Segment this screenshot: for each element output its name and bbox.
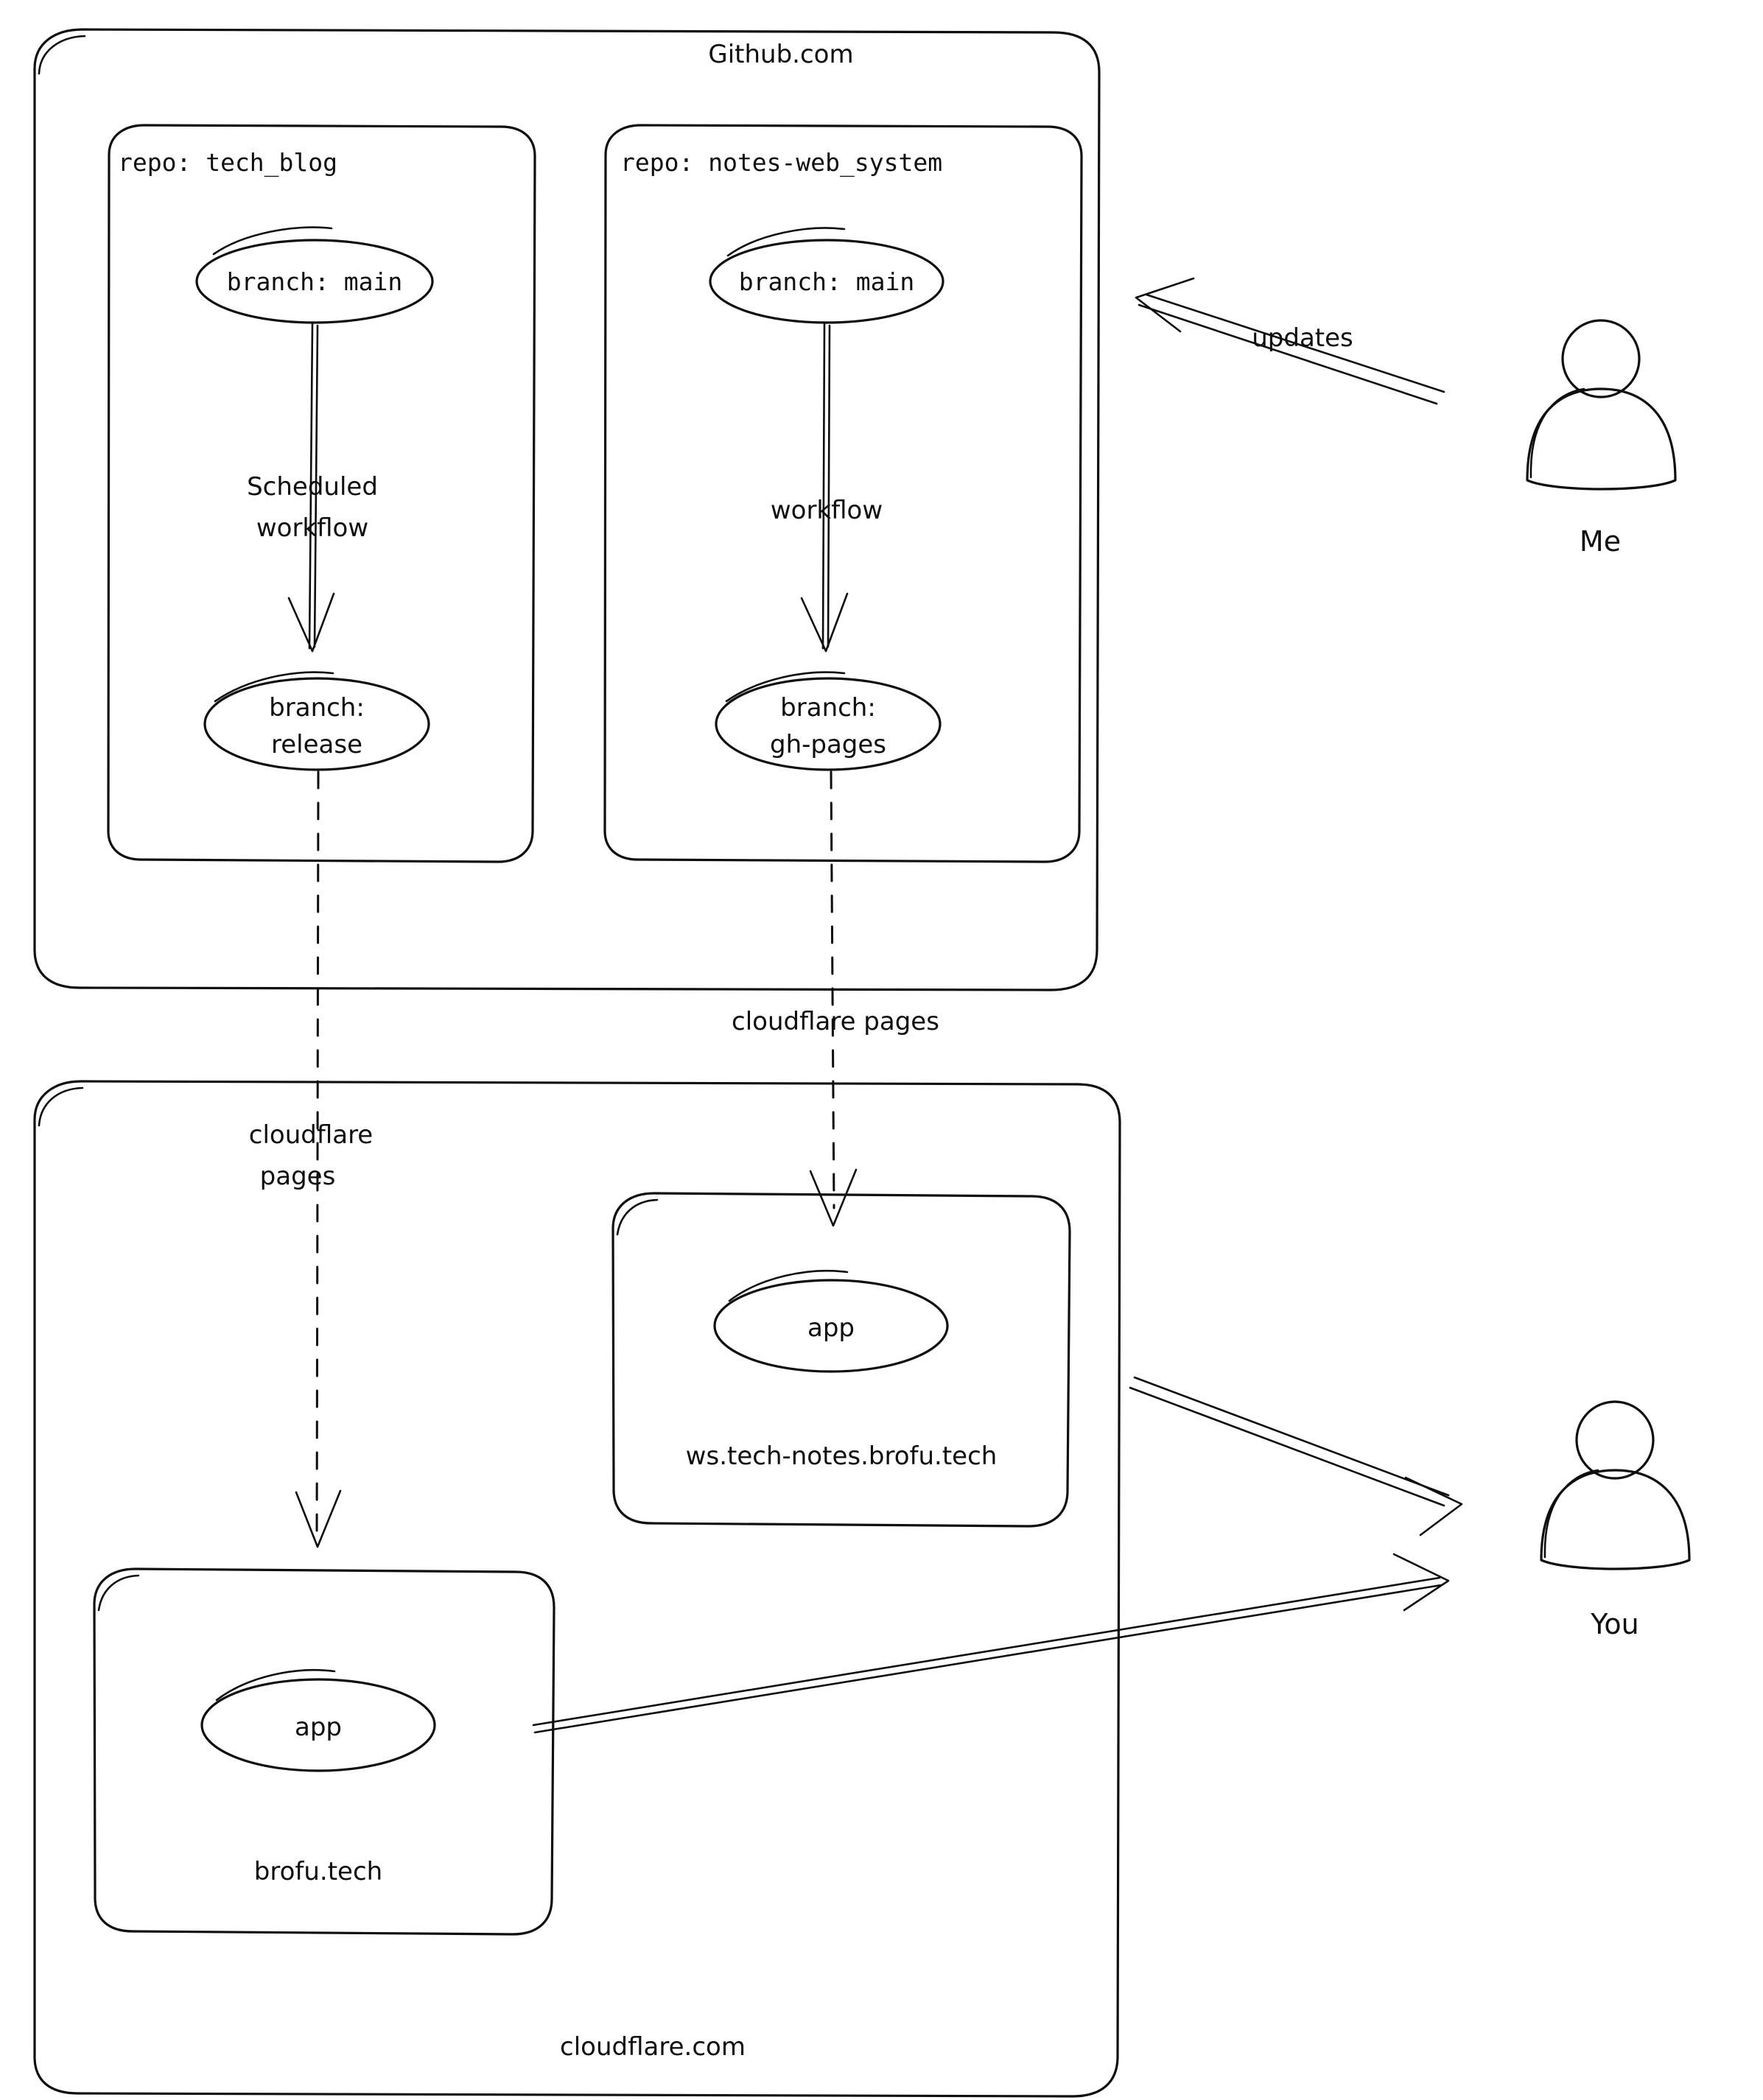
edge-ws-to-you — [1130, 1377, 1462, 1535]
node-blog-app-label: app — [295, 1713, 342, 1742]
edge-cf-left-label-2: pages — [259, 1162, 336, 1191]
app-ws-domain: ws.tech-notes.brofu.tech — [685, 1441, 998, 1471]
node-nw-main-label: branch: main — [738, 267, 915, 296]
node-tb-main-label: branch: main — [226, 267, 403, 296]
repo-notes-label: repo: notes-web_system — [620, 148, 943, 177]
app-box-ws — [613, 1193, 1070, 1526]
cloudflare-container-label: cloudflare.com — [560, 2032, 746, 2062]
github-container-label: Github.com — [708, 40, 854, 69]
edge-tb-label-line1: Scheduled — [247, 472, 378, 502]
edge-updates-label: updates — [1252, 323, 1353, 353]
node-nw-ghpages-label-2: gh-pages — [769, 730, 887, 759]
edge-blog-to-you — [533, 1554, 1448, 1732]
edge-tb-label-line2: workflow — [256, 513, 369, 543]
edge-cf-left-label-1: cloudflare — [248, 1120, 374, 1150]
actor-me — [1527, 320, 1675, 489]
actor-you — [1541, 1402, 1689, 1569]
edge-cf-right-label: cloudflare pages — [732, 1007, 939, 1036]
node-tb-release-label-1: branch: — [269, 693, 365, 723]
repo-tech_blog-label: repo: tech_blog — [118, 148, 338, 177]
edge-cf-pages-left-line — [296, 772, 340, 1547]
node-ws-app-label: app — [807, 1313, 855, 1343]
edge-nw-label-line1: workflow — [770, 496, 883, 525]
actor-me-label: Me — [1579, 525, 1622, 558]
actor-you-label: You — [1591, 1608, 1639, 1640]
edge-nw-main-to-ghpages — [802, 324, 847, 651]
app-blog-domain: brofu.tech — [253, 1857, 383, 1886]
cloudflare-container — [35, 1081, 1120, 2096]
node-tb-release-label-2: release — [271, 730, 362, 759]
node-nw-ghpages-label-1: branch: — [780, 693, 876, 723]
edge-cf-pages-right-line — [810, 772, 856, 1226]
